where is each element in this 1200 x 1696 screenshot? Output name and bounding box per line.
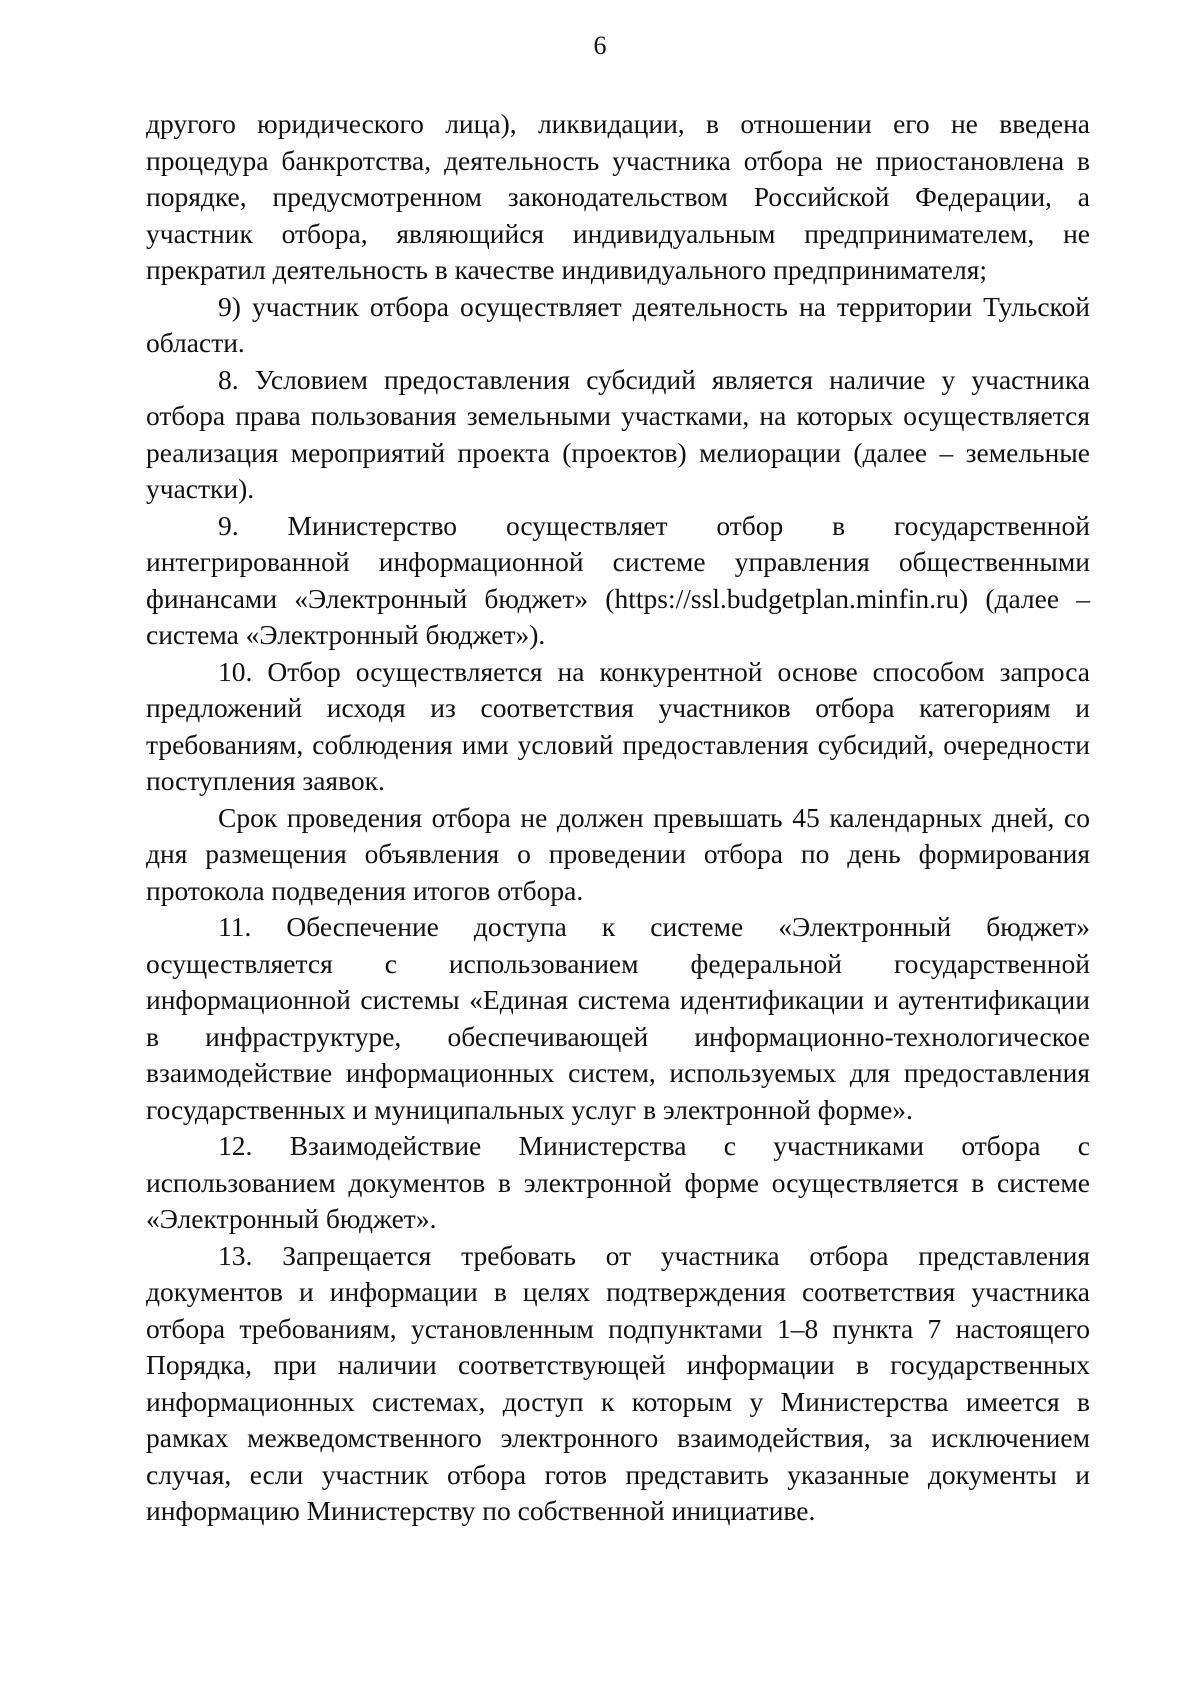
paragraph-subitem-9: 9) участник отбора осуществляет деятельность на территории Тульской области. — [146, 290, 1090, 358]
document-body — [146, 106, 1090, 1530]
paragraph-item-10-term: Срок проведения отбора не должен превышать 45 календарных дней, со дня размещения объявления о проведении отбора по день формирования протокола подведения итогов отбора. — [146, 801, 1090, 906]
paragraph-item-12: 12. Взаимодействие Министерства с участниками отбора с использованием документов в электронной форме осуществляется в системе «Электронный бюджет». — [146, 1130, 1090, 1234]
paragraph-item-9: 9. Министерство осуществляет отбор в государственной интегрированной информационной системе управления общественными финансами «Электронный бюджет» (https://ssl.budgetplan.minfin.ru) (далее – система «Электронный бюджет»). — [146, 509, 1090, 650]
paragraph-continuation: другого юридического лица), ликвидации, в отношении его не введена процедура банкротства, деятельность участника отбора не приостановлена в порядке, предусмотренном законодательством Российской Федерации, а участник отбора, являющийся индивидуальным предпринимателем, не прекратил деятельность в качестве индивидуального предпринимателя; — [146, 108, 1090, 285]
paragraph-item-10: 10. Отбор осуществляется на конкурентной основе способом запроса предложений исходя из соответствия участников отбора категориям и требованиям, соблюдения ими условий предоставления субсидий, очередности поступления заявок. — [146, 655, 1090, 796]
paragraph-item-13: 13. Запрещается требовать от участника отбора представления документов и информации в целях подтверждения соответствия участника отбора требованиям, установленным подпунктами 1–8 пункта 7 настоящего Порядка, при наличии соответствующей информации в государственных информационных системах, доступ к которым у Министерства имеется в рамках межведомственного электронного взаимодействия, за исключением случая, если участник отбора готов представить указанные документы и информацию Министерству по собственной инициативе. — [146, 1239, 1090, 1526]
paragraph-item-8: 8. Условием предоставления субсидий является наличие у участника отбора права пользования земельными участками, на которых осуществляется реализация мероприятий проекта (проектов) мелиорации (далее – земельные участки). — [146, 363, 1090, 504]
paragraph-item-11: 11. Обеспечение доступа к системе «Электронный бюджет» осуществляется с использованием федеральной государственной информационной системы «Единая система идентификации и аутентификации в инфраструктуре, обеспечивающей информационно-технологическое взаимодействие информационных систем, используемых для предоставления государственных и муниципальных услуг в электронной форме». — [146, 911, 1090, 1125]
page-number: 6 — [593, 31, 607, 60]
